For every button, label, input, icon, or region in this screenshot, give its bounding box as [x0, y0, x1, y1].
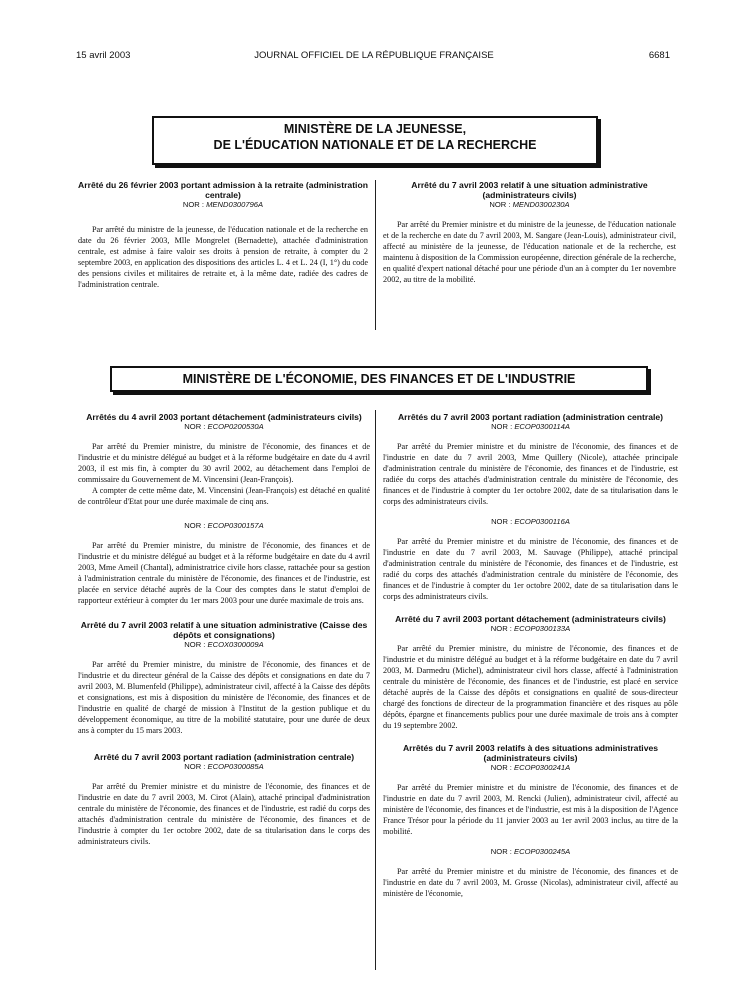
article-title: Arrêtés du 7 avril 2003 relatifs à des situations administratives (administrateurs civils) [402, 743, 659, 763]
article-paragraph: Par arrêté du Premier ministre et du ministre de l'économie, des finances et de l'industrie en date du 7 avril 2003, M. Rencki (Julien), administrateur civil, affecté au ministère de l'économie, des finances et de l'industrie, est mis à la disposition de l'Agence France Trésor pour la période du 11 janvier 2003 au 1er avril 2003 inclus, au titre de la mobilité. [383, 783, 678, 836]
article-title: Arrêté du 26 février 2003 portant admission à la retraite (administration centrale) [78, 180, 368, 200]
article-detachement-darmedru [383, 614, 678, 731]
nor-reference: NOR : ECOP0300116A [491, 517, 570, 526]
nor-reference: NOR : MEND0300230A [489, 200, 570, 209]
article-title: Arrêté du 7 avril 2003 relatif à une situation administrative (administrateurs civils) [411, 180, 648, 200]
article-retraite [78, 180, 368, 290]
nor-reference: NOR : ECOP0300241A [490, 763, 571, 772]
article-paragraph: Par arrêté du Premier ministre et du ministre de l'économie, des finances et de l'industrie en date du 7 avril 2003, Mme Quillery (Nicole), attachée principale d'administration centrale du ministère de l'économie, des finances et de l'industrie, est radiée du corps des attachés d'administration centrale du ministère de l'économie, des finances et de l'industrie à compter du 1er octobre 2002, date de sa titularisation dans le corps des administrateurs civils. [383, 442, 678, 506]
article-radiation-quillery [383, 412, 678, 507]
article-blumenfeld [78, 620, 370, 736]
article-paragraph: Par arrêté du Premier ministre, du ministre de l'économie, des finances et de l'industrie et du ministre délégué au budget et à la réforme budgétaire en date du 4 avril 2003, Mme Ameil (Chantal), administratrice civile hors classe, rattachée pour sa gestion à l'administration centrale du ministère de l'économie, des finances et de l'industrie, est placée en service détaché auprès de la Cour des comptes dans le statut d'emploi de rapporteur extérieur à compter du 1er mars 2003 pour une durée maximale de trois ans. [78, 541, 370, 605]
ministry-banner-economie [110, 366, 648, 392]
nor-reference: NOR : MEND0300796A [182, 200, 264, 209]
right-column [383, 412, 678, 972]
nor-reference: NOR : ECOP0300245A [490, 847, 571, 856]
article-situations-rencki [383, 743, 678, 837]
column-divider [375, 180, 376, 330]
article-paragraph: Par arrêté du Premier ministre et du ministre de l'économie, des finances et de l'industrie en date du 7 avril 2003, M. Cirot (Alain), attaché principal d'administration centrale du ministère de l'économie, des finances et de l'industrie, est radié du corps des attachés d'administration centrale du ministère de l'économie, des finances et de l'industrie à compter du 1er octobre 2002, date de sa titularisation dans le corps des administrateurs civils. [78, 782, 370, 846]
article-situation-grosse [383, 847, 678, 899]
article-radiation-cirot [78, 752, 370, 847]
article-title: Arrêté du 7 avril 2003 portant détachement (administrateurs civils) [395, 614, 666, 624]
nor-reference: NOR : ECOP0300114A [491, 422, 570, 431]
article-paragraph: A compter de cette même date, M. Vincensini (Jean-François) est détaché en qualité de contrôleur d'Etat pour une durée maximale de cinq ans. [78, 486, 370, 506]
article-detachement-vincensini [78, 412, 370, 507]
ministry-banner-line-2: DE L'ÉDUCATION NATIONALE ET DE LA RECHERCHE [213, 138, 537, 152]
article-title: Arrêtés du 7 avril 2003 portant radiation (administration centrale) [397, 412, 664, 422]
nor-reference: NOR : ECOP0300157A [184, 521, 264, 530]
ministry-banner-line-1: MINISTÈRE DE LA JEUNESSE, [283, 122, 467, 136]
article-situation-sangare [383, 180, 676, 285]
article-detachement-ameil [78, 521, 370, 606]
article-paragraph: Par arrêté du Premier ministre et du ministre de l'économie, des finances et de l'industrie en date du 7 avril 2003, M. Sauvage (Philippe), attaché principal d'administration centrale du ministère de l'économie, des finances et de l'industrie, est radié du corps des attachés d'administration centrale du ministère de l'économie, des finances et de l'industrie à compter du 1er octobre 2002, date de sa titularisation dans le corps des administrateurs civils. [383, 537, 678, 601]
nor-reference: NOR : ECOP0300085A [184, 762, 264, 771]
page-date: 15 avril 2003 [76, 50, 131, 61]
article-title: Arrêté du 7 avril 2003 relatif à une situation administrative (Caisse des dépôts et consignations) [80, 620, 368, 640]
article-title: Arrêtés du 4 avril 2003 portant détachement (administrateurs civils) [86, 412, 362, 422]
article-paragraph: Par arrêté du Premier ministre et du ministre de l'économie, des finances et de l'industrie en date du 7 avril 2003, M. Grosse (Nicolas), administrateur civil, affecté au ministère de l'économie, [383, 867, 678, 898]
page-number: 6681 [648, 50, 670, 61]
article-paragraph: Par arrêté du Premier ministre, du ministre de l'économie, des finances et de l'industrie et du ministre délégué au budget et à la réforme budgétaire en date du 7 avril 2003, M. Darmedru (Michel), administrateur civil hors classe, affecté à l'administration centrale du ministère de l'économie, des finances et de l'industrie, est placé en service détaché auprès de la Caisse des dépôts et consignations en qualité de sous-directeur chargé des fonctions de directeur de la programmation financière et des risques au pôle dépôts, épargne et financements publics pour une durée maximale de trois ans à compter du 19 septembre 2002. [383, 644, 678, 730]
article-paragraph: Par arrêté du Premier ministre, du ministre de l'économie, des finances et de l'industrie et du directeur général de la Caisse des dépôts et consignations en date du 7 avril 2003, M. Blumenfeld (Philippe), administrateur civil, affecté à la Caisse des dépôts et consignations, est mis à disposition du ministère de l'économie, des finances et de l'industrie en qualité de chargé de mission à l'Institut de la gestion publique et du développement économique, au titre de la mobilité statutaire, pour une durée de deux ans à compter du 15 mars 2003. [78, 660, 370, 735]
article-title: Arrêté du 7 avril 2003 portant radiation (administration centrale) [93, 752, 355, 762]
journal-title: JOURNAL OFFICIEL DE LA RÉPUBLIQUE FRANÇAISE [254, 50, 494, 61]
article-radiation-sauvage [383, 517, 678, 602]
ministry-banner-title: MINISTÈRE DE L'ÉCONOMIE, DES FINANCES ET DE L'INDUSTRIE [182, 372, 576, 386]
nor-reference: NOR : ECOX0300009A [184, 640, 264, 649]
article-paragraph: Par arrêté du ministre de la jeunesse, de l'éducation nationale et de la recherche en date du 26 février 2003, Mlle Mongrelet (Bernadette), attachée d'administration centrale, est admise à faire valoir ses droits à pension de retraite, à compter du 2 septembre 2003, en application des dispositions des articles L. 4 et L. 24 (I, 1°) du code des pensions civiles et militaires de retraite et, à la même date, radiée des cadres de l'administration centrale. [78, 225, 368, 289]
nor-reference: NOR : ECOP0200530A [184, 422, 264, 431]
nor-reference: NOR : ECOP0300133A [490, 624, 571, 633]
column-divider [375, 410, 376, 970]
article-paragraph: Par arrêté du Premier ministre, du ministre de l'économie, des finances et de l'industrie et du ministre délégué au budget et à la réforme budgétaire en date du 4 avril 2003, il est mis fin, à compter du 30 avril 2002, au détachement dans l'emploi de commissaire du Gouvernement de M. Vincensini (Jean-François). [78, 442, 370, 484]
left-column [78, 412, 370, 972]
ministry-banner-education [152, 116, 598, 165]
article-paragraph: Par arrêté du Premier ministre et du ministre de la jeunesse, de l'éducation nationale et de la recherche en date du 7 avril 2003, M. Sangare (Jean-Louis), administrateur civil, affecté au ministère de la jeunesse, de l'éducation nationale et de la recherche, est maintenu à disposition de la Commission européenne, direction générale de la recherche, en qualité d'expert national détaché pour une période d'un an à compter du 1er novembre 2002, au titre de la mobilité. [383, 220, 676, 284]
